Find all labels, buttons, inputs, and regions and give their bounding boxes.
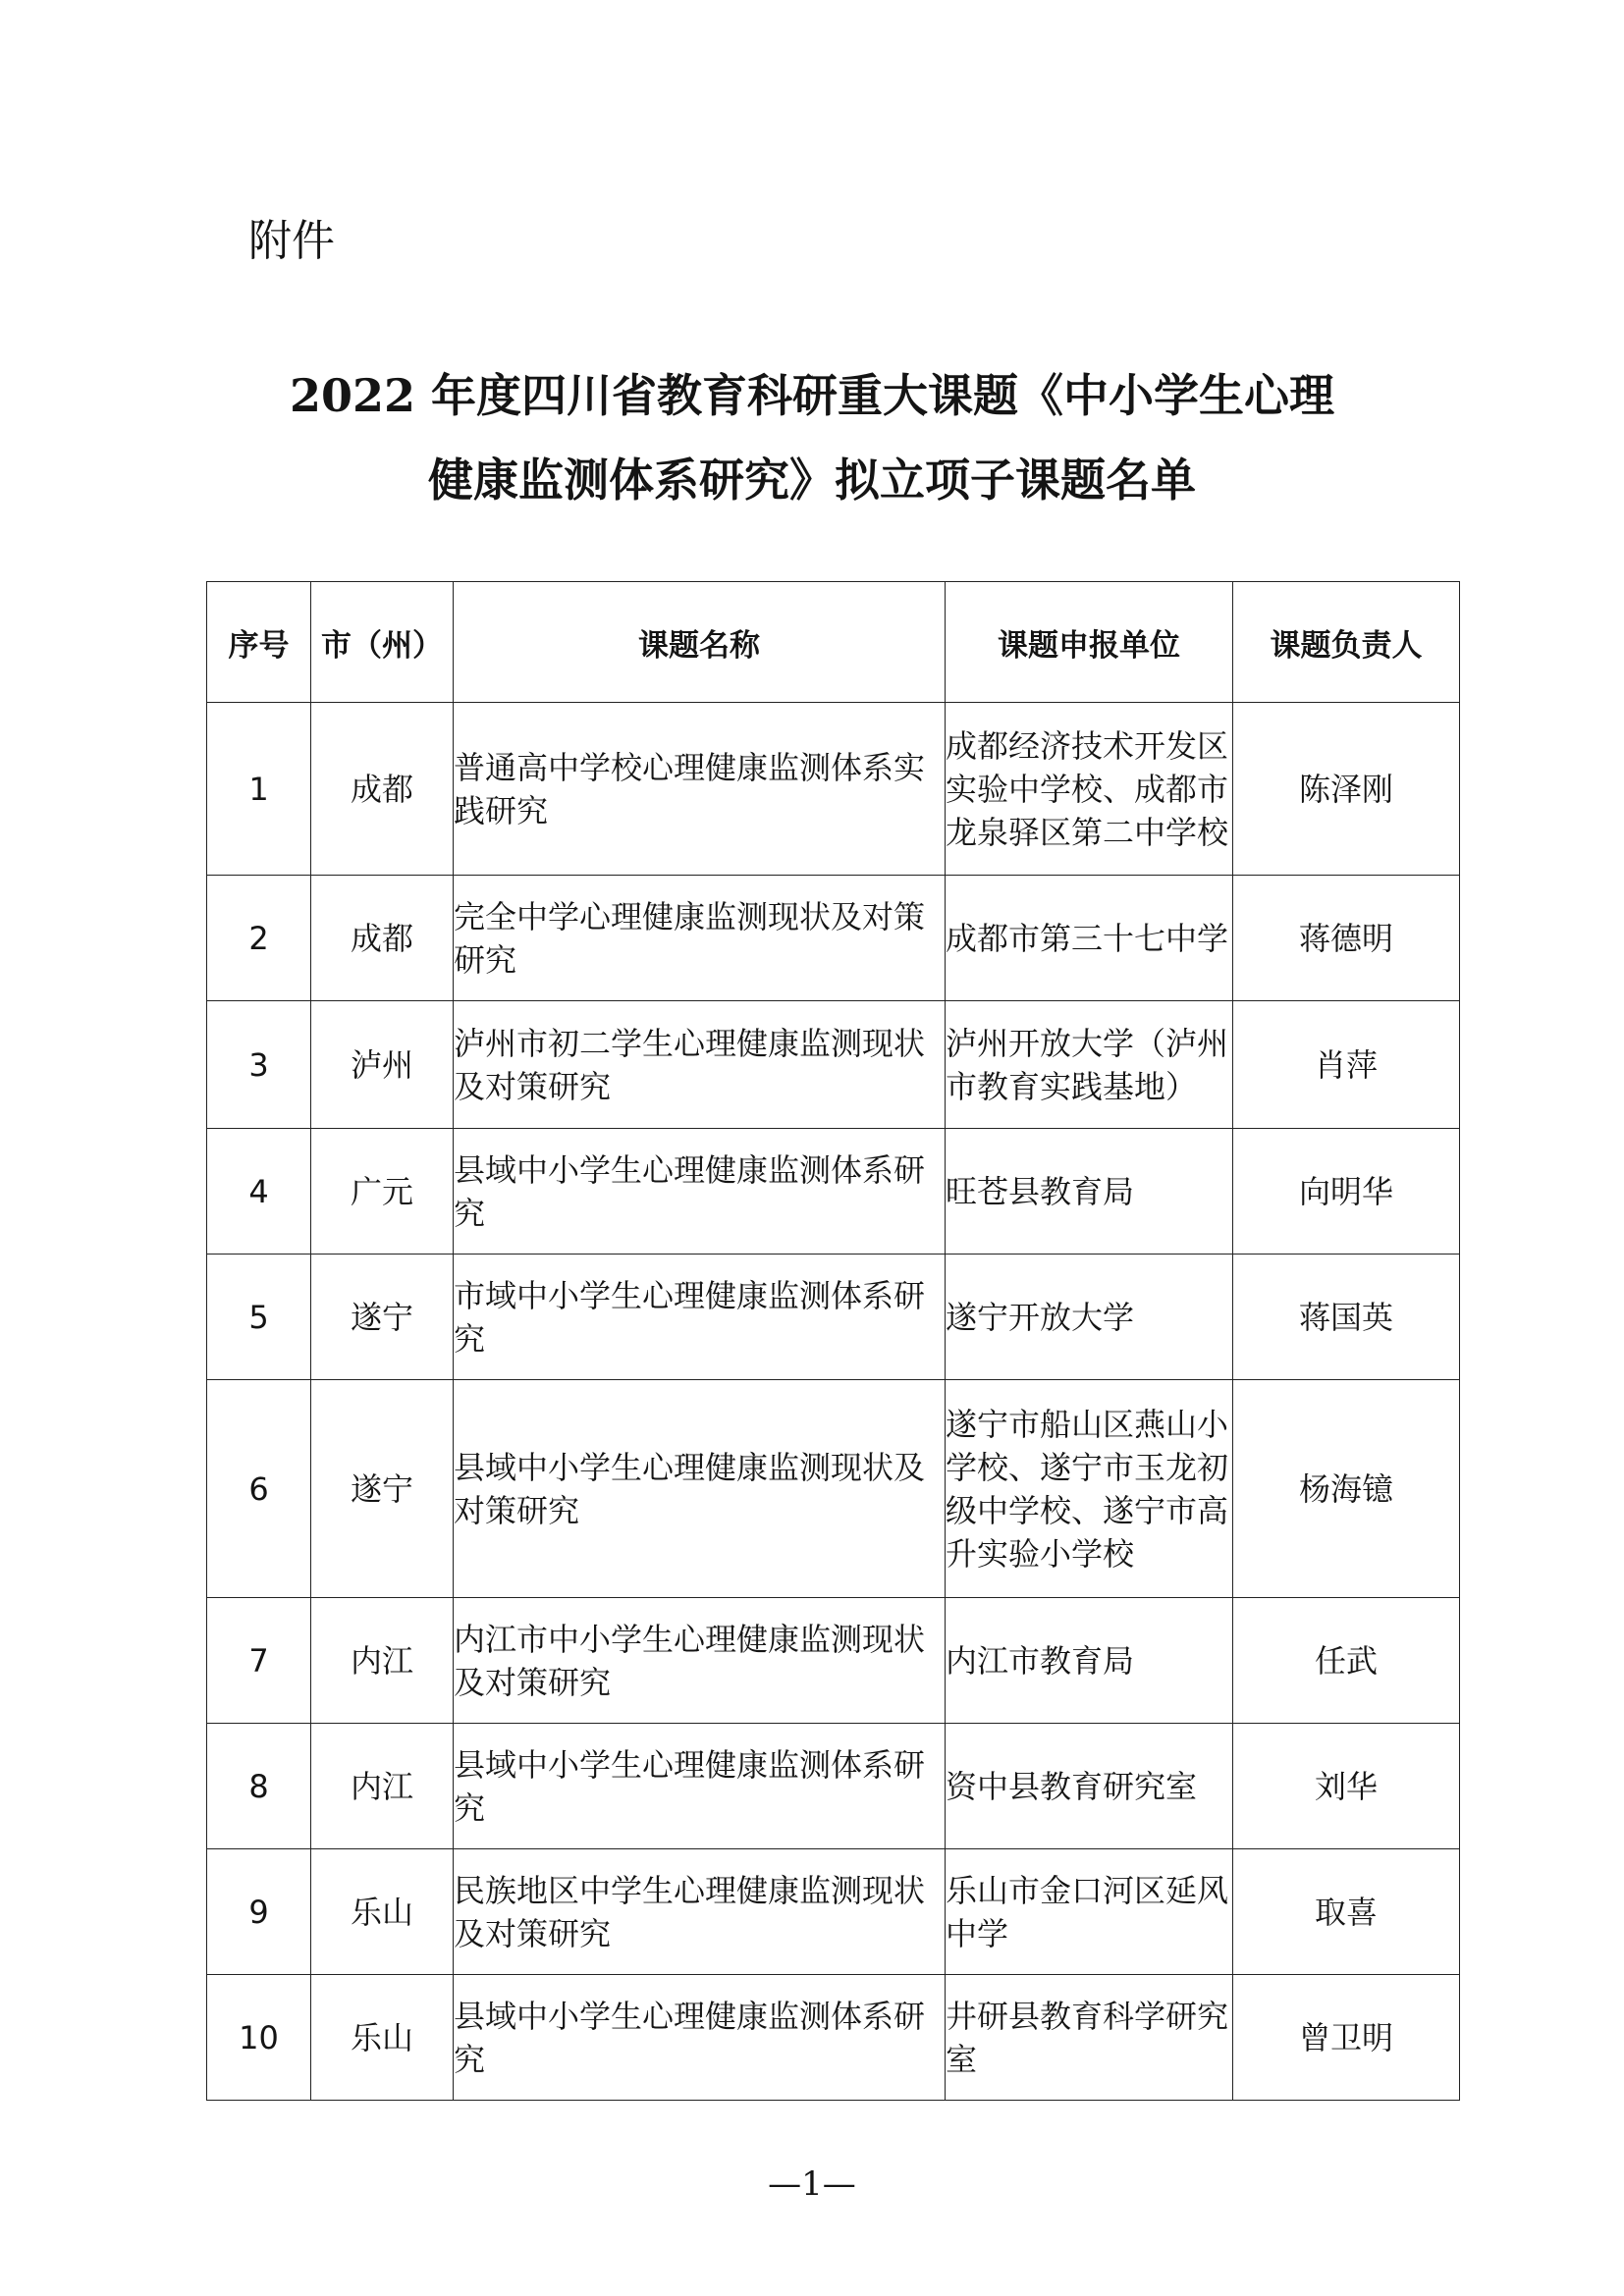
cell-num: 9 [207,1849,311,1975]
cell-lead: 向明华 [1233,1129,1460,1255]
project-list-table [206,581,1460,2101]
cell-lead: 陈泽刚 [1233,703,1460,876]
page-number: —1— [768,2164,856,2204]
cell-city: 遂宁 [311,1380,454,1598]
cell-unit: 泸州开放大学（泸州市教育实践基地） [946,1001,1233,1129]
cell-lead: 刘华 [1233,1724,1460,1849]
table-row [207,1255,1460,1380]
table-row [207,876,1460,1001]
cell-num: 6 [207,1380,311,1598]
cell-unit: 成都经济技术开发区实验中学校、成都市龙泉驿区第二中学校 [946,703,1233,876]
cell-unit: 遂宁市船山区燕山小学校、遂宁市玉龙初级中学校、遂宁市高升实验小学校 [946,1380,1233,1598]
cell-name: 完全中学心理健康监测现状及对策研究 [454,876,946,1001]
cell-lead: 取喜 [1233,1849,1460,1975]
cell-name: 县域中小学生心理健康监测现状及对策研究 [454,1380,946,1598]
cell-name: 民族地区中学生心理健康监测现状及对策研究 [454,1849,946,1975]
table-row [207,1724,1460,1849]
cell-city: 遂宁 [311,1255,454,1380]
table-row [207,703,1460,876]
cell-num: 2 [207,876,311,1001]
table-row [207,1129,1460,1255]
cell-name: 普通高中学校心理健康监测体系实践研究 [454,703,946,876]
cell-num: 1 [207,703,311,876]
cell-city: 内江 [311,1724,454,1849]
cell-name: 县域中小学生心理健康监测体系研究 [454,1129,946,1255]
cell-num: 4 [207,1129,311,1255]
cell-unit: 乐山市金口河区延风中学 [946,1849,1233,1975]
table-row [207,1849,1460,1975]
cell-lead: 杨海镱 [1233,1380,1460,1598]
table-row [207,1380,1460,1598]
cell-lead: 任武 [1233,1598,1460,1724]
cell-num: 3 [207,1001,311,1129]
cell-name: 内江市中小学生心理健康监测现状及对策研究 [454,1598,946,1724]
cell-city: 乐山 [311,1849,454,1975]
cell-name: 县域中小学生心理健康监测体系研究 [454,1975,946,2101]
table-header-row [207,582,1460,703]
cell-num: 8 [207,1724,311,1849]
cell-name: 市域中小学生心理健康监测体系研究 [454,1255,946,1380]
cell-lead: 蒋德明 [1233,876,1460,1001]
cell-unit: 旺苍县教育局 [946,1129,1233,1255]
header-city: 市（州） [311,582,454,703]
header-unit: 课题申报单位 [946,582,1233,703]
attachment-label: 附件 [248,216,335,266]
table-row [207,1975,1460,2101]
header-name: 课题名称 [454,582,946,703]
cell-num: 5 [207,1255,311,1380]
cell-unit: 井研县教育科学研究室 [946,1975,1233,2101]
cell-city: 成都 [311,876,454,1001]
cell-unit: 遂宁开放大学 [946,1255,1233,1380]
cell-num: 7 [207,1598,311,1724]
title-line-2: 健康监测体系研究》拟立项子课题名单 [428,454,1196,507]
document-title [206,353,1418,522]
cell-unit: 资中县教育研究室 [946,1724,1233,1849]
cell-city: 内江 [311,1598,454,1724]
header-lead: 课题负责人 [1233,582,1460,703]
cell-lead: 蒋国英 [1233,1255,1460,1380]
cell-unit: 内江市教育局 [946,1598,1233,1724]
cell-city: 广元 [311,1129,454,1255]
cell-lead: 曾卫明 [1233,1975,1460,2101]
cell-unit: 成都市第三十七中学 [946,876,1233,1001]
table-row [207,1001,1460,1129]
table-row [207,1598,1460,1724]
cell-city: 成都 [311,703,454,876]
title-line-1: 2022 年度四川省教育科研重大课题《中小学生心理 [289,369,1335,422]
cell-num: 10 [207,1975,311,2101]
cell-name: 泸州市初二学生心理健康监测现状及对策研究 [454,1001,946,1129]
header-num: 序号 [207,582,311,703]
cell-lead: 肖萍 [1233,1001,1460,1129]
cell-city: 乐山 [311,1975,454,2101]
cell-name: 县域中小学生心理健康监测体系研究 [454,1724,946,1849]
cell-city: 泸州 [311,1001,454,1129]
